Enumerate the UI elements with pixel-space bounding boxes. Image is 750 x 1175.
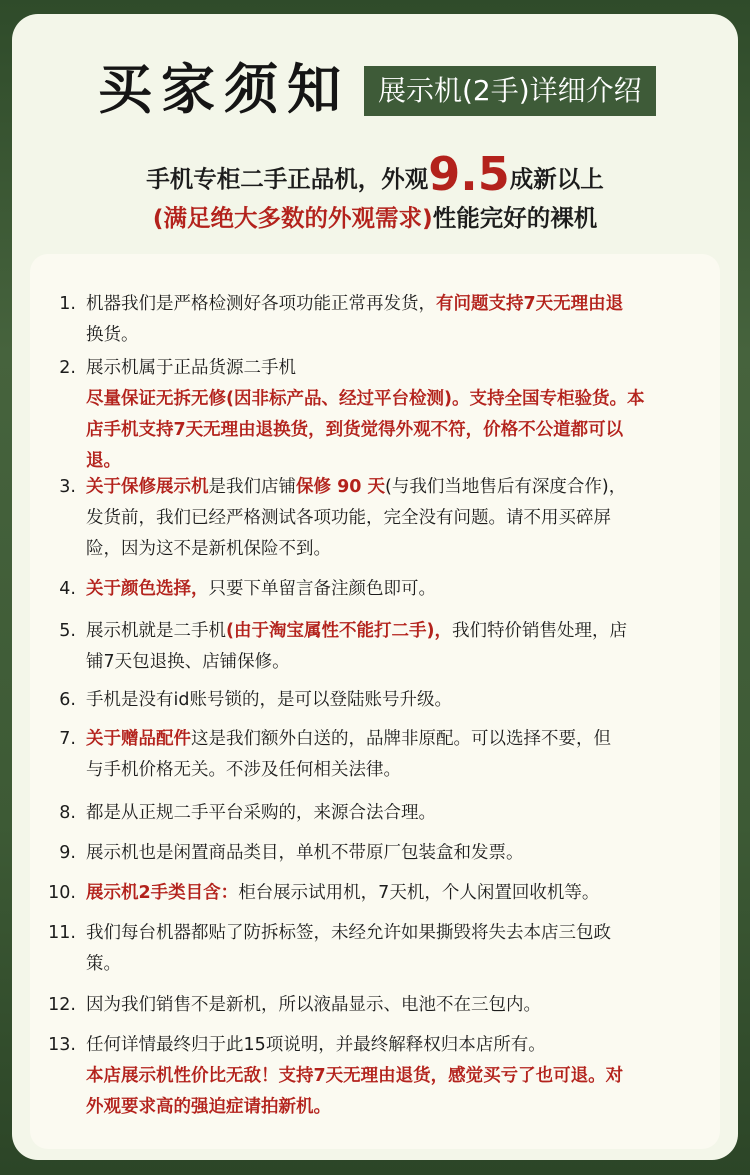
item-number: 6.: [59, 690, 76, 710]
condition-grade: 9.5: [428, 147, 510, 201]
subtitle-performance: [12, 198, 738, 238]
item-text: 手机是没有id账号锁的，是可以登陆账号升级。: [86, 690, 452, 710]
item-text: 因为我们销售不是新机，所以液晶显示、电池不在三包内。: [86, 995, 541, 1015]
item-number: 11.: [48, 923, 76, 943]
item-text: 险，因为这不是新机保险不到。: [86, 539, 331, 559]
page-title: 买家须知: [98, 58, 350, 121]
item-text: 发货前，我们已经严格测试各项功能，完全没有问题。请不用买碎屏: [86, 508, 611, 528]
subtitle-performance-text: 性能完好的裸机: [432, 204, 598, 232]
item-highlight: 有问题支持7天无理由退: [436, 294, 624, 314]
item-text: 与手机价格无关。不涉及任何相关法律。: [86, 760, 401, 780]
subtitle-condition-text: 手机专柜二手正品机，外观: [146, 165, 429, 193]
item-text: 展示机就是二手机: [86, 621, 226, 641]
item-text: 展示机属于正品货源二手机: [86, 358, 296, 378]
item-text: (与我们当地售后有深度合作)，: [385, 477, 627, 497]
item-highlight: 本店展示机性价比无敌！支持7天无理由退货，感觉买亏了也可退。对: [86, 1066, 624, 1086]
item-text: 这是我们额外白送的，品牌非原配。可以选择不要，但: [191, 729, 611, 749]
item-text: 柜台展示试用机，7天机，个人闲置回收机等。: [238, 883, 600, 903]
subtitle-condition: [12, 147, 738, 203]
item-number: 12.: [48, 995, 76, 1015]
item-highlight: 退。: [86, 451, 121, 471]
item-number: 2.: [59, 358, 76, 378]
item-number: 10.: [48, 883, 76, 903]
subtitle-highlight: (满足绝大多数的外观需求): [152, 204, 433, 232]
notice-card: [12, 14, 738, 1160]
item-highlight: 关于赠品配件: [86, 729, 191, 749]
item-number: 9.: [59, 843, 76, 863]
item-text: 策。: [86, 954, 121, 974]
item-text: 铺7天包退换、店铺保修。: [86, 652, 290, 672]
item-number: 8.: [59, 803, 76, 823]
item-highlight: 关于颜色选择，: [86, 579, 209, 599]
title-row: [98, 54, 656, 126]
title-badge: 展示机(2手)详细介绍: [364, 66, 656, 116]
item-highlight: 店手机支持7天无理由退换货，到货觉得外观不符，价格不公道都可以: [86, 420, 624, 440]
item-text: 只要下单留言备注颜色即可。: [208, 579, 436, 599]
item-number: 5.: [59, 621, 76, 641]
item-highlight: 保修 90 天: [296, 477, 386, 497]
item-number: 4.: [59, 579, 76, 599]
item-text: 是我们店铺: [208, 477, 296, 497]
item-text: 我们特价销售处理，店: [452, 621, 627, 641]
item-text: 任何详情最终归于此15项说明，并最终解释权归本店所有。: [86, 1035, 546, 1055]
notice-list: [30, 254, 720, 1149]
subtitle-condition-suffix: 成新以上: [509, 165, 604, 193]
item-number: 3.: [59, 477, 76, 497]
item-text: 换货。: [86, 325, 139, 345]
item-number: 1.: [59, 294, 76, 314]
item-highlight: 展示机2手类目含：: [86, 883, 239, 903]
item-text: 展示机也是闲置商品类目，单机不带原厂包装盒和发票。: [86, 843, 524, 863]
item-highlight: 关于保修展示机: [86, 477, 209, 497]
item-text: 机器我们是严格检测好各项功能正常再发货，: [86, 294, 436, 314]
item-text: 我们每台机器都贴了防拆标签，未经允许如果撕毁将失去本店三包政: [86, 923, 611, 943]
item-number: 7.: [59, 729, 76, 749]
item-highlight: (由于淘宝属性不能打二手)，: [226, 621, 452, 641]
item-text: 都是从正规二手平台采购的，来源合法合理。: [86, 803, 436, 823]
item-highlight: 外观要求高的强迫症请拍新机。: [86, 1097, 331, 1117]
item-highlight: 尽量保证无拆无修(因非标产品、经过平台检测)。支持全国专柜验货。本: [86, 389, 645, 409]
item-number: 13.: [48, 1035, 76, 1055]
